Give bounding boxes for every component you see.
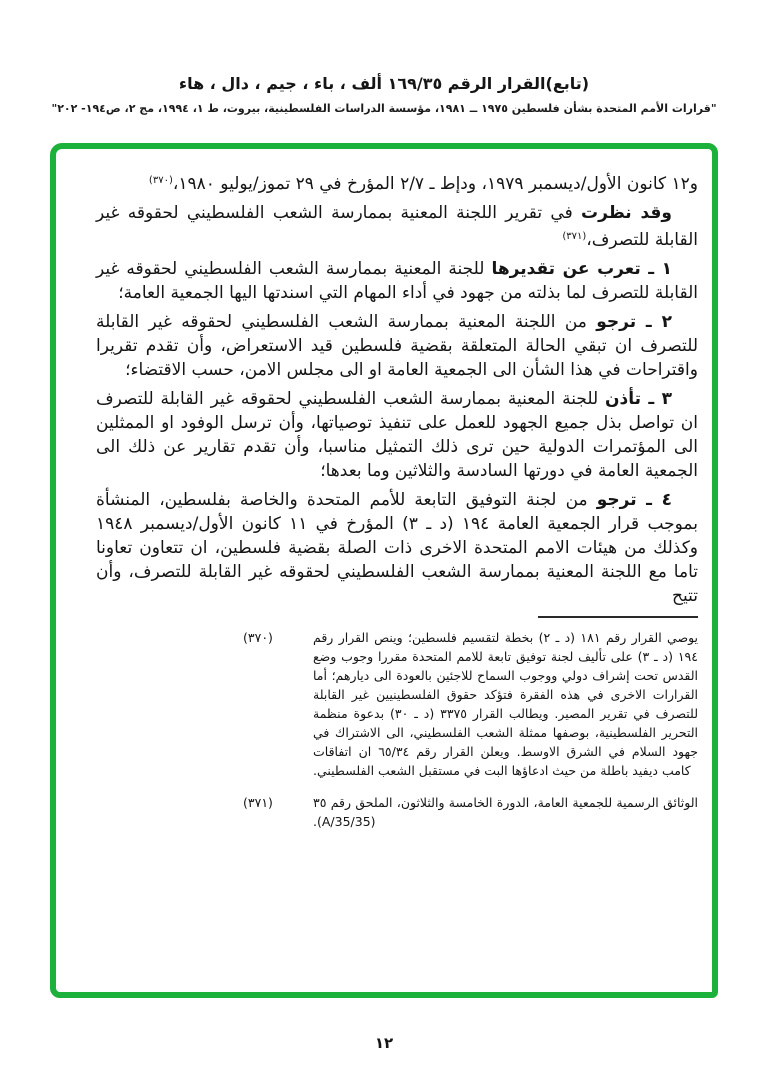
- footnote-text: الوثائق الرسمية للجمعية العامة، الدورة الخامسة والثلاثون، الملحق رقم ٣٥ (A/35/35).: [313, 795, 698, 829]
- paragraph-lead: ٣ ـ تأذن: [605, 389, 673, 409]
- footnote-text: يوصي القرار رقم ١٨١ (د ـ ٢) بخطة لتقسيم فلسطين؛ وينص القرار رقم ١٩٤ (د ـ ٣) على تأليف لجنة توفيق تابعة للامم المتحدة مقررا وجوب وضع القدس تحت إشراف دولي ووجوب السماح للاجئين بالعودة الى ديارهم؛ أما القرارات الاخرى في هذه الفقرة فتؤكد حقوق الفلسطينيين غير القابلة للتصرف في تقرير المصير. ويطالب القرار ٣٣٧٥ (د ـ ٣٠) بدعوة منظمة التحرير الفلسطينية، بوصفها ممثلة الشعب الفلسطيني، الى الاشتراك في جهود السلام في الشرق الاوسط. ويعلن القرار رقم ٦٥/٣٤ ان اتفاقات كامب ديفيد باطلة من حيث ادعاؤها البت في مستقبل الشعب الفلسطيني.: [313, 630, 699, 778]
- page-header: [0, 0, 768, 115]
- paragraph-lead: ١ ـ تعرب عن تقديرها: [491, 259, 672, 279]
- paragraph-item-3: [96, 387, 698, 483]
- footnote-ref-371: (٣٧١): [562, 231, 587, 242]
- footnote-ref-370: (٣٧٠): [148, 175, 173, 186]
- footnote-number: (٣٧١): [243, 795, 273, 810]
- document-citation: "قرارات الأمم المتحدة بشأن فلسطين ١٩٧٥ ــ ١٩٨١، مؤسسة الدراسات الفلسطينية، بيروت، ط ١، ١٩٩٤، مج ٢، ص١٩٤- ٢٠٢": [51, 102, 717, 115]
- paragraph-lead: وقد نظرت: [581, 203, 672, 223]
- footnote-number: (٣٧٠): [243, 630, 273, 645]
- document-title: (تابع)القرار الرقم ١٦٩/٣٥ ألف ، باء ، جيم ، دال ، هاء: [178, 74, 590, 93]
- paragraph-text: من لجنة التوفيق التابعة للأمم المتحدة والخاصة بفلسطين، المنشأة بموجب قرار الجمعية العامة ١٩٤ (د ـ ٣) المؤرخ في ١١ كانون الأول/ديسمبر ١٩٤٨ وكذلك من هيئات الامم المتحدة الاخرى ذات الصلة بقضية فلسطين، ان تتعاون تعاونا تاما مع اللجنة المعنية بممارسة الشعب الفلسطيني لحقوقه غير القابلة للتصرف، وأن تتيح: [96, 490, 698, 606]
- footnote-separator: [538, 616, 698, 618]
- paragraph-text: للجنة المعنية بممارسة الشعب الفلسطيني لحقوقه غير القابلة للتصرف لما بذلته من جهود في أداء المهام التي اسندتها اليها الجمعية العامة؛: [96, 259, 698, 303]
- paragraph-text: من اللجنة المعنية بممارسة الشعب الفلسطيني لحقوقه غير القابلة للتصرف ان تبقي الحالة المتعلقة بقضية فلسطين قيد الاستعراض، وأن تقدم تقريرا واقتراحات في هذا الشأن الى الجمعية العامة او الى مجلس الامن، حسب الاقتضاء؛: [96, 312, 698, 380]
- footnote-371: [243, 793, 698, 831]
- paragraph-lead: ٢ ـ ترجو: [596, 312, 672, 332]
- green-highlight-frame: [50, 143, 718, 998]
- paragraph-item-2: [96, 310, 698, 382]
- paragraph-item-4: [96, 488, 698, 608]
- paragraph-text: و١٢ كانون الأول/ديسمبر ١٩٧٩، ودإط ـ ٢/٧ المؤرخ في ٢٩ تموز/يوليو ١٩٨٠،: [172, 174, 698, 194]
- footnote-370: [243, 628, 698, 780]
- paragraph-lead: ٤ ـ ترجو: [596, 490, 672, 510]
- page-number: ١٢: [374, 1034, 394, 1052]
- paragraph-item-1: [96, 257, 698, 305]
- paragraph-preamble: [96, 169, 698, 196]
- footnotes-section: [243, 616, 698, 831]
- paragraph-considered: [96, 201, 698, 252]
- main-text-block: [96, 169, 698, 608]
- paragraph-text: في تقرير اللجنة المعنية بممارسة الشعب الفلسطيني لحقوقه غير القابلة للتصرف،: [96, 203, 698, 250]
- paragraph-text: للجنة المعنية بممارسة الشعب الفلسطيني لحقوقه غير القابلة للتصرف ان تواصل بذل جميع الجهود للعمل على تنفيذ توصياتها، وأن ترسل الوفود او الممثلين الى المؤتمرات الدولية حين ترى ذلك التمثيل مناسبا، وأن تقدم تقارير عن ذلك الى الجمعية العامة في دورتها السادسة والثلاثين وما بعدها؛: [96, 389, 698, 481]
